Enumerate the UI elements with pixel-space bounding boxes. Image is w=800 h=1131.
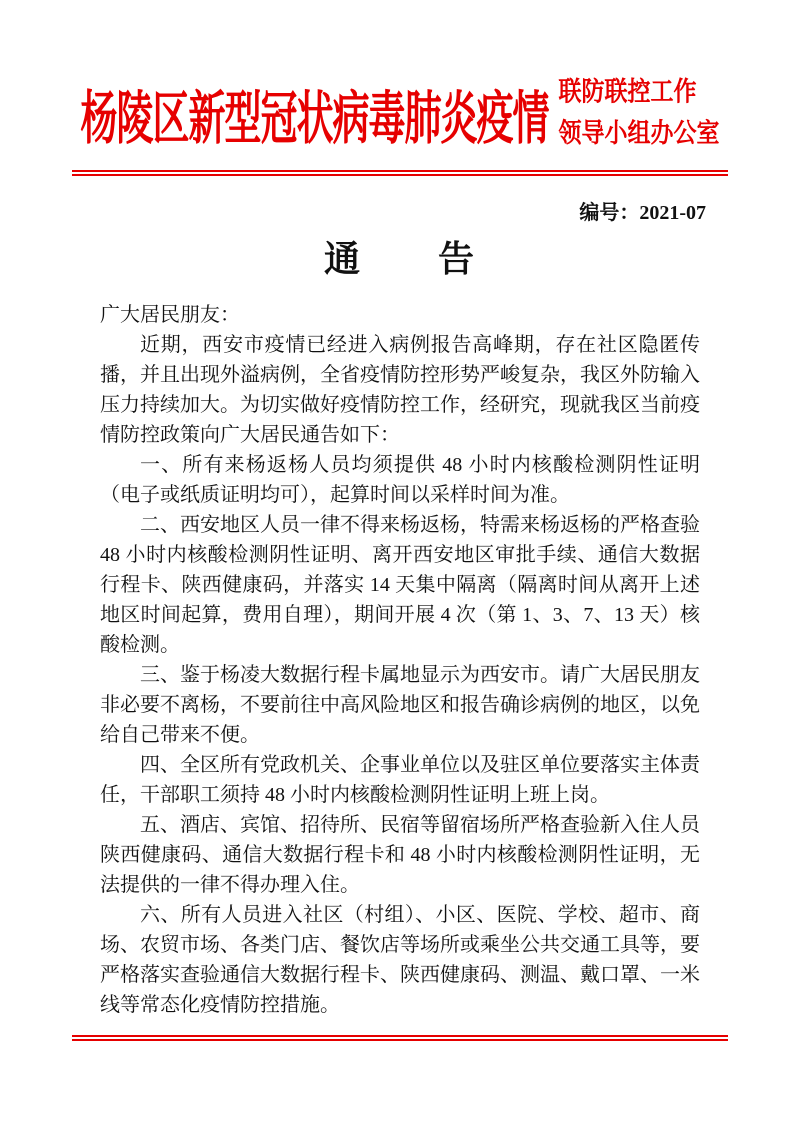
- notice-paragraph-item-3: 三、鉴于杨凌大数据行程卡属地显示为西安市。请广大居民朋友非必要不离杨，不要前往中高风险地区和报告确诊病例的地区，以免给自己带来不便。: [100, 664, 700, 746]
- notice-paragraph-intro: 近期，西安市疫情已经进入病例报告高峰期，存在社区隐匿传播，并且出现外溢病例，全省疫情防控形势严峻复杂，我区外防输入压力持续加大。为切实做好疫情防控工作，经研究，现就我区当前疫情防控政策向广大居民通告如下：: [100, 334, 700, 446]
- notice-paragraph-item-2: 二、西安地区人员一律不得来杨返杨，特需来杨返杨的严格查验 48 小时内核酸检测阴性证明、离开西安地区审批手续、通信大数据行程卡、陕西健康码，并落实 14 天集中隔离（隔离时间从离开上述地区时间起算，费用自理），期间开展 4 次（第 1、3、7、13 天）核酸检测。: [100, 514, 700, 656]
- letterhead-title-sub: [559, 72, 720, 155]
- notice-paragraph-item-4: 四、全区所有党政机关、企事业单位以及驻区单位要落实主体责任，干部职工须持 48 小时内核酸检测阴性证明上班上岗。: [100, 754, 700, 806]
- bottom-red-divider: [72, 1035, 728, 1041]
- notice-paragraph-item-6: 六、所有人员进入社区（村组）、小区、医院、学校、超市、商场、农贸市场、各类门店、餐饮店等场所或乘坐公共交通工具等，要严格落实查验通信大数据行程卡、陕西健康码、测温、戴口罩、一米线等常态化疫情防控措施。: [100, 904, 700, 1016]
- notice-body: [0, 282, 800, 1020]
- letterhead-sub-line-2: 领导小组办公室: [558, 118, 720, 148]
- document-number: 编号：2021-07: [579, 202, 706, 224]
- top-red-divider: [72, 170, 728, 176]
- document-title: 通 告: [323, 239, 476, 279]
- letterhead-sub-line-1: 联防联控工作: [558, 77, 697, 107]
- salutation: 广大居民朋友：: [100, 304, 240, 326]
- letterhead: [0, 64, 800, 162]
- notice-paragraph-item-1: 一、所有来杨返杨人员均须提供 48 小时内核酸检测阴性证明（电子或纸质证明均可），起算时间以采样时间为准。: [100, 454, 700, 506]
- letterhead-title-main: 杨陵区新型冠状病毒肺炎疫情: [80, 88, 549, 152]
- notice-paragraph-item-5: 五、酒店、宾馆、招待所、民宿等留宿场所严格查验新入住人员陕西健康码、通信大数据行程卡和 48 小时内核酸检测阴性证明，无法提供的一律不得办理入住。: [100, 814, 700, 896]
